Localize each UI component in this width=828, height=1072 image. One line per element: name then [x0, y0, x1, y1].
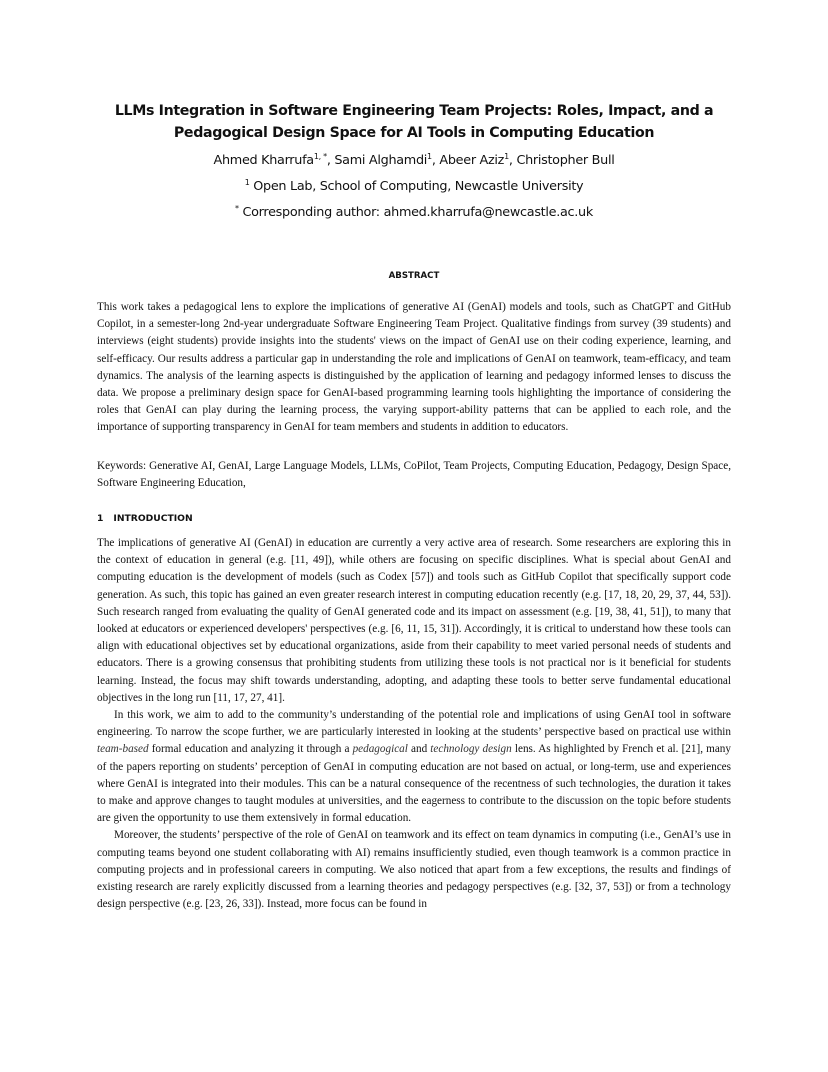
author-affiliation: [80, 179, 748, 194]
author-name: Abeer Aziz: [439, 153, 505, 168]
author-affiliation-mark: 1: [504, 152, 509, 161]
abstract-heading: ABSTRACT: [388, 271, 440, 281]
intro-p2-text: formal education and analyzing it through a: [148, 743, 353, 756]
abstract-text: This work takes a pedagogical lens to explore the implications of generative AI (GenAI) models and tools, such as ChatGPT and GitHub Copilot, in a semester-long 2nd-year undergraduate Software Engineering Team Project. Qualitative findings from survey (39 students) and interviews (eight students) provide insights into the students' views on the impact of GenAI use on their coding experience, learning, and self-efficacy. Our results address a particular gap in understanding the role and implications of GenAI on teamwork, team-efficacy, and team dynamics. The analysis of the learning aspects is distinguished by the application of learning and pedagogy informed lenses to discuss the data. We propose a preliminary design space for GenAI-based programming learning tools highlighting the importance of considering the roles that GenAI can play during the learning process, the varying support-ability patterns that can be applied to each role, and the importance of supporting transparency in GenAI for team members and students in addition to educators.: [97, 301, 731, 434]
emphasis-pedagogical: pedagogical: [352, 743, 408, 756]
corresponding-mark: *: [235, 204, 239, 213]
affiliation-text: Open Lab, School of Computing, Newcastle University: [249, 179, 584, 194]
corresponding-author: [80, 205, 748, 220]
section-title: INTRODUCTION: [113, 513, 193, 524]
author-name: Ahmed Kharrufa: [213, 153, 314, 168]
intro-p2-text: and: [407, 743, 431, 756]
author-separator: ,: [431, 153, 440, 168]
section-number: 1: [97, 513, 104, 524]
author-affiliation-mark: 1: [427, 152, 432, 161]
paper-title: LLMs Integration in Software Engineering Team Projects: Roles, Impact, and a Pedagogical Design Space for AI Tools in Computing Education: [114, 103, 714, 141]
affiliation-mark: 1: [244, 178, 250, 187]
corresponding-text: Corresponding author: ahmed.kharrufa@newcastle.ac.uk: [238, 205, 593, 220]
intro-paragraph-2: [97, 707, 731, 827]
intro-p2-text: lens. As highlighted by French et al. [21], many of the papers reporting on students’ perception of GenAI in computing education are not based on actual, or long-term, use and experiences where GenAI is integrated into their modules. This can be a natural consequence of the recentness of such technologies, the duration it takes to make and approve changes to taught modules at universities, and the eagerness to contribute to the discussion on the topic before students are given the opportunity to use them extensively in formal education.: [97, 743, 731, 825]
emphasis-technology-design: technology design: [430, 743, 512, 756]
intro-paragraph-1: The implications of generative AI (GenAI) in education are currently a very active area of research. Some researchers are exploring this in the context of education in general (e.g. [11, 49]), while others are focusing on specific disciplines. What is special about GenAI and computing education is the development of models (such as Codex [57]) and tools such as GitHub Copilot that specifically support code generation. As such, this topic has gained an even greater research interest in computing education recently (e.g. [17, 18, 20, 29, 37, 44, 53]). Such research ranged from evaluating the quality of GenAI generated code and its impact on assessment (e.g. [19, 38, 41, 51]), to many that looked at educators or experienced developers' perspectives (e.g. [6, 11, 15, 31]). Accordingly, it is critical to understand how these tools can align with educational objectives set by educational organizations, aside from their capability to meet varied personal needs of students and educators. There is a growing consensus that prohibiting students from utilizing these tools is not practical nor is it beneficial for students learning. Instead, the focus may shift towards understanding, adopting, and adapting these tools to better serve fundamental educational objectives in the long run [11, 17, 27, 41].: [97, 537, 731, 704]
author-list: [80, 153, 748, 168]
author-separator: ,: [508, 153, 517, 168]
author-affiliation-mark: 1, *: [313, 152, 327, 161]
introduction-body: [97, 535, 731, 913]
author-name: Sami Alghamdi: [334, 153, 428, 168]
intro-p2-text: In this work, we aim to add to the community’s understanding of the potential role and implications of using GenAI tool in software engineering. To narrow the scope further, we are particularly interested in looking at the students’ perspective based on practical use within: [97, 709, 731, 739]
author-separator: ,: [326, 153, 335, 168]
section-heading-introduction: [97, 513, 193, 524]
emphasis-team-based: team-based: [97, 743, 149, 756]
intro-paragraph-3: Moreover, the students’ perspective of the role of GenAI on teamwork and its effect on team dynamics in computing (i.e., GenAI’s use in computing teams beyond one student collaborating with AI) remains insufficiently studied, even though teamwork is a common practice in computing projects and in professional careers in computing. We also noticed that apart from a few exceptions, the results and findings of existing research are rarely explicitly discussed from a learning theories and pedagogy perspectives (e.g. [32, 37, 53]) or from a technology design perspective (e.g. [23, 26, 33]). Instead, more focus can be found in: [97, 829, 731, 911]
author-name: Christopher Bull: [516, 153, 615, 168]
keywords: Keywords: Generative AI, GenAI, Large Language Models, LLMs, CoPilot, Team Projects, Computing Education, Pedagogy, Design Space, Software Engineering Education,: [97, 460, 731, 490]
